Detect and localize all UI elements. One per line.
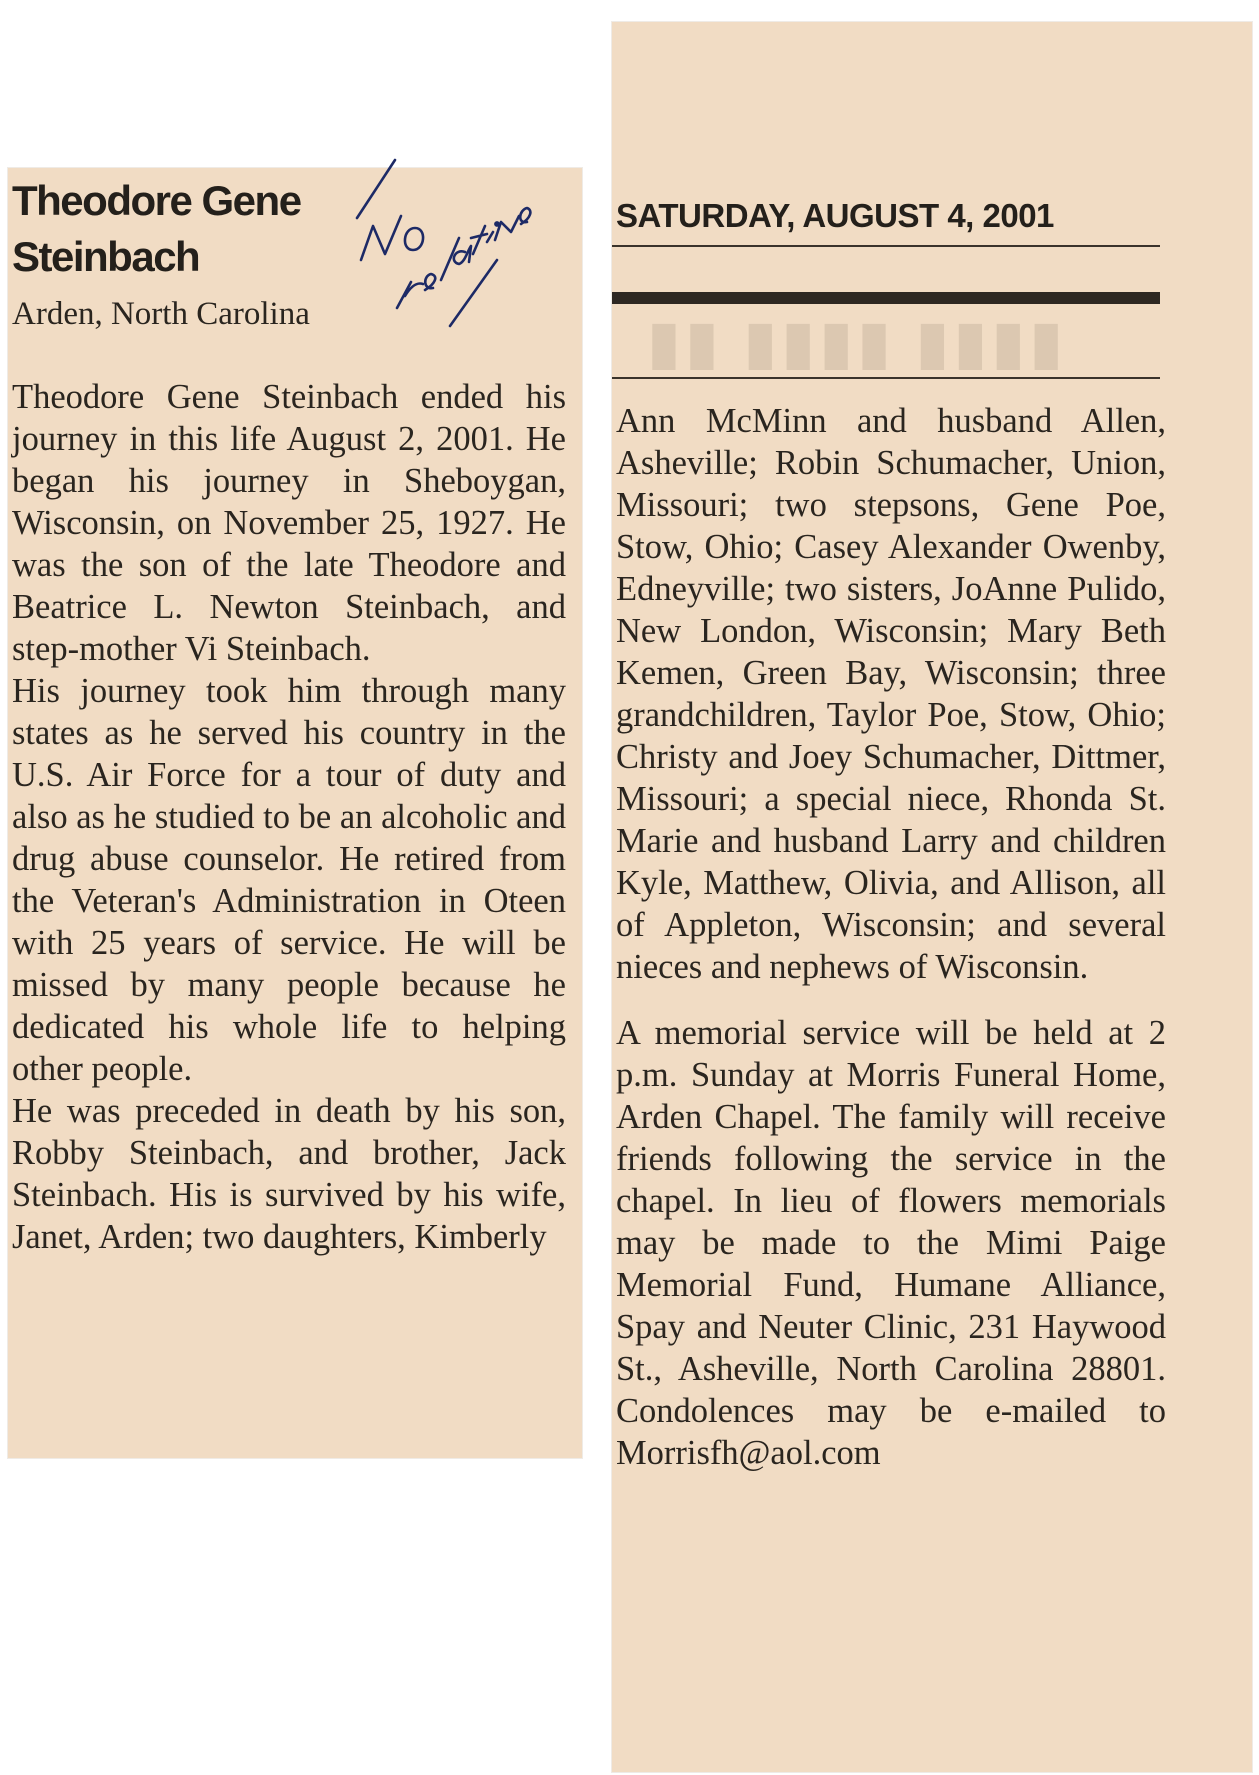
obituary-paragraph: Theodore Gene Steinbach ended his journey in this life August 2, 2001. He began his journey in Sheboygan, Wisconsin, on November 25, 1927. He was the son of the late Theodore and Beatrice L. Newton Steinbach, and step-mother Vi Steinbach. [12, 378, 566, 668]
masthead-rule [612, 245, 1160, 247]
obituary-column-left [12, 376, 566, 1258]
obituary-continuation: Ann McMinn and husband Allen, Asheville; Robin Schumacher, Union, Missouri; two stepsons, Gene Poe, Stow, Ohio; Casey Alexander Owenby, Edneyville; two sisters, JoAnne Pulido, New London, Wisconsin; Mary Beth Kemen, Green Bay, Wisconsin; three grandchildren, Taylor Poe, Stow, Ohio; Christy and Joey Schumacher, Dittmer, Missouri; a special niece, Rhonda St. Marie and husband Larry and children Kyle, Matthew, Olivia, and Allison, all of Appleton, Wisconsin; and several nieces and nephews of Wisconsin. [616, 402, 1166, 986]
section-rule [612, 377, 1160, 379]
obituary-paragraph: His journey took him through many states as he served his country in the U.S. Air Force for a tour of duty and also as he studied to be an alcoholic and drug abuse counselor. He retired from the Veteran's Administration in Oteen with 25 years of service. He will be missed by many people because he dedicated his whole life to helping other people. [12, 672, 566, 1088]
handwritten-annotation [355, 158, 570, 333]
obituary-paragraph: He was preceded in death by his son, Robby Steinbach, and brother, Jack Steinbach. His is survived by his wife, Janet, Arden; two daughters, Kimberly [12, 1092, 566, 1256]
show-through-print: ▮▮▮▮ ▮▮▮▮ ▮▮ [642, 310, 1063, 375]
memorial-service-paragraph: A memorial service will be held at 2 p.m. Sunday at Morris Funeral Home, Arden Chapel. The family will receive friends following the service in the chapel. In lieu of flowers memorials may be made to the Mimi Paige Memorial Fund, Humane Alliance, Spay and Neuter Clinic, 231 Haywood St., Asheville, North Carolina 28801. Condolences may be e-mailed to Morrisfh@aol.com [616, 1014, 1166, 1472]
obituary-dateline: Arden, North Carolina [12, 296, 310, 332]
obituary-headline: Theodore Gene Steinbach [12, 177, 301, 280]
obituary-clipping-right [612, 22, 1252, 1772]
obituary-column-right [616, 400, 1166, 1474]
masthead-bar [612, 292, 1160, 304]
newspaper-date-line: SATURDAY, AUGUST 4, 2001 [616, 197, 1054, 234]
obituary-clipping-left [8, 168, 582, 1458]
